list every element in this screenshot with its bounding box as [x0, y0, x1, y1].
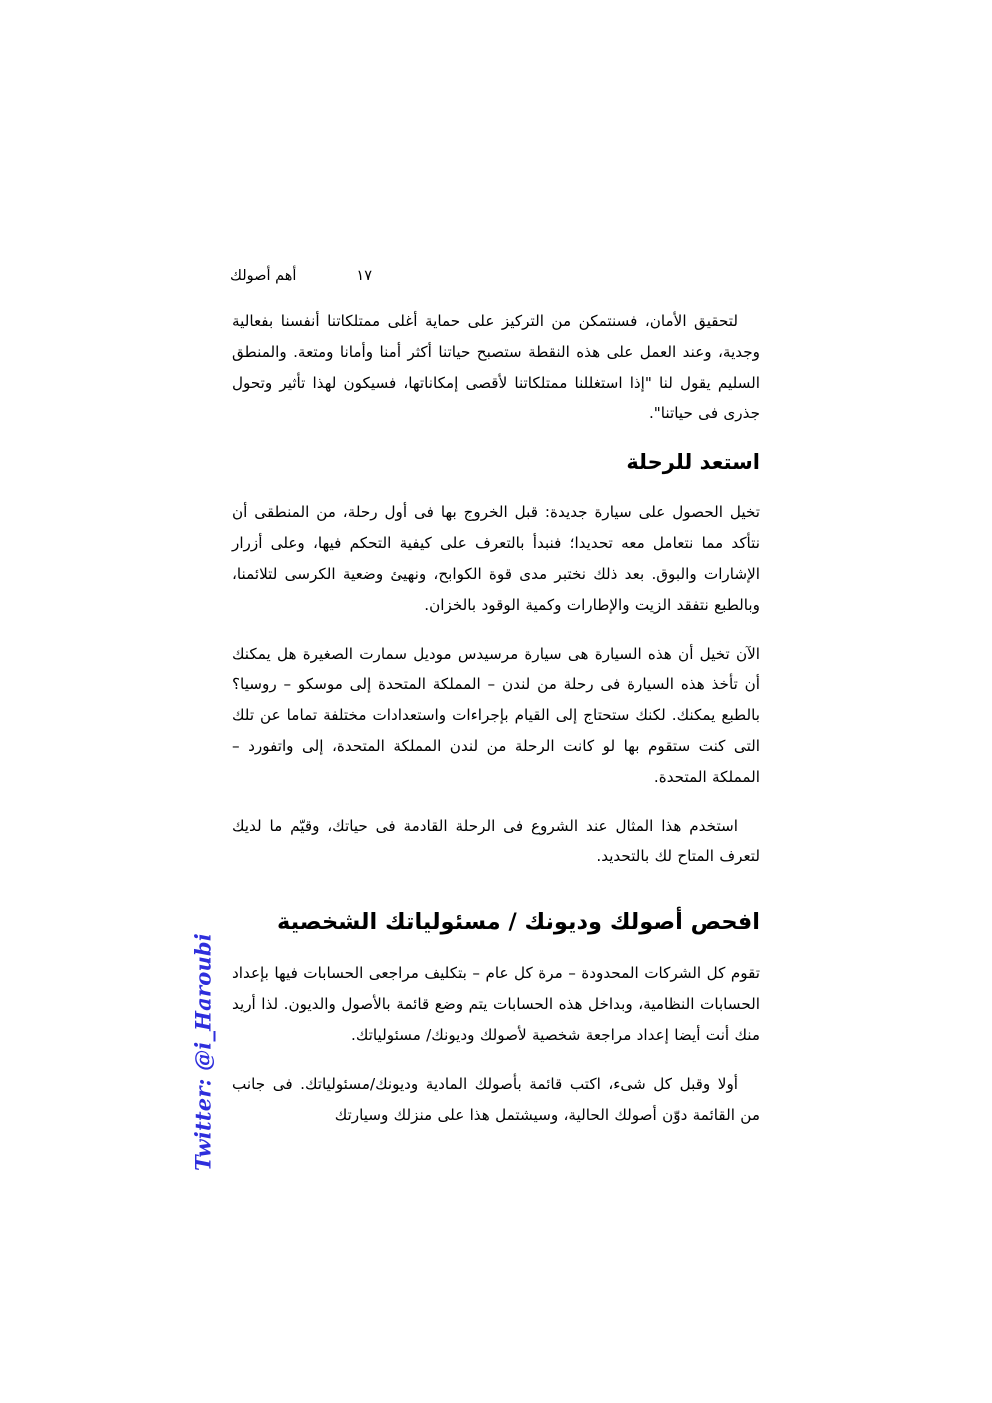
- body-text-column: [232, 306, 760, 1148]
- watermark: [183, 932, 223, 1172]
- paragraph-smart-car-trip: الآن تخيل أن هذه السيارة هى سيارة مرسيدس موديل سمارت الصغيرة هل يمكنك أن تأخذ هذه السيارة فى رحلة من لندن – المملكة المتحدة إلى موسكو – روسيا؟ بالطبع يمكنك. لكنك ستحتاج إلى القيام بإجراءات واستعدادات مختلفة تماما عن تلك التى كنت ستقوم بها لو كانت الرحلة من لندن المملكة المتحدة، إلى واتفورد – المملكة المتحدة.: [232, 644, 760, 786]
- paragraph-write-your-list: أولا وقبل كل شىء، اكتب قائمة بأصولك المادية وديونك/مسئولياتك. فى جانب من القائمة دوّن أصولك الحالية، وسيشتمل هذا على منزلك وسيارتك: [232, 1074, 760, 1124]
- heading-prepare-for-journey: استعد للرحلة: [626, 450, 760, 475]
- paragraph-security-logic: لتحقيق الأمان، فسنتمكن من التركيز على حماية أغلى ممتلكاتنا أنفسنا بفعالية وجدية، وعند العمل على هذه النقطة ستصبح حياتنا أكثر أمنا وأمانا ومتعة. والمنطق السليم يقول لنا "إذا استغللنا ممتلكاتنا لأقصى إمكاناتها، فسيكون لهذا تأثير وتحول جذرى فى حياتنا".: [232, 312, 760, 423]
- running-head: [230, 263, 372, 289]
- page-number: ١٧: [356, 267, 372, 284]
- paragraph-use-this-example: استخدم هذا المثال عند الشروع فى الرحلة القادمة فى حياتك، وقيّم ما لديك لتعرف المتاح لك بالتحديد.: [232, 816, 760, 866]
- running-head-title: أهم أصولك: [230, 267, 297, 284]
- paragraph-new-car-checks: تخيل الحصول على سيارة جديدة: قبل الخروج بها فى أول رحلة، من المنطقى أن نتأكد مما نتعامل معه تحديدا؛ فنبدأ بالتعرف على كيفية التحكم فيها، وعلى أزرار الإشارات والبوق. بعد ذلك نختبر مدى قوة الكوابح، ونهيئ وضعية الكرسى لتلائمنا، وبالطبع نتفقد الزيت والإطارات وكمية الوقود بالخزان.: [232, 503, 760, 614]
- paragraph-company-accounts: تقوم كل الشركات المحدودة – مرة كل عام – بتكليف مراجعى الحسابات فيها بإعداد الحسابات النظامية، وبداخل هذه الحسابات يتم وضع قائمة بالأصول والديون. لذا أريد منك أنت أيضا إعداد مراجعة شخصية لأصولك وديونك/ مسئولياتك.: [232, 964, 760, 1044]
- heading-audit-assets-liabilities: افحص أصولك وديونك / مسئولياتك الشخصية: [276, 909, 760, 936]
- watermark-twitter-handle: Twitter: @i_Haroubi: [190, 933, 216, 1171]
